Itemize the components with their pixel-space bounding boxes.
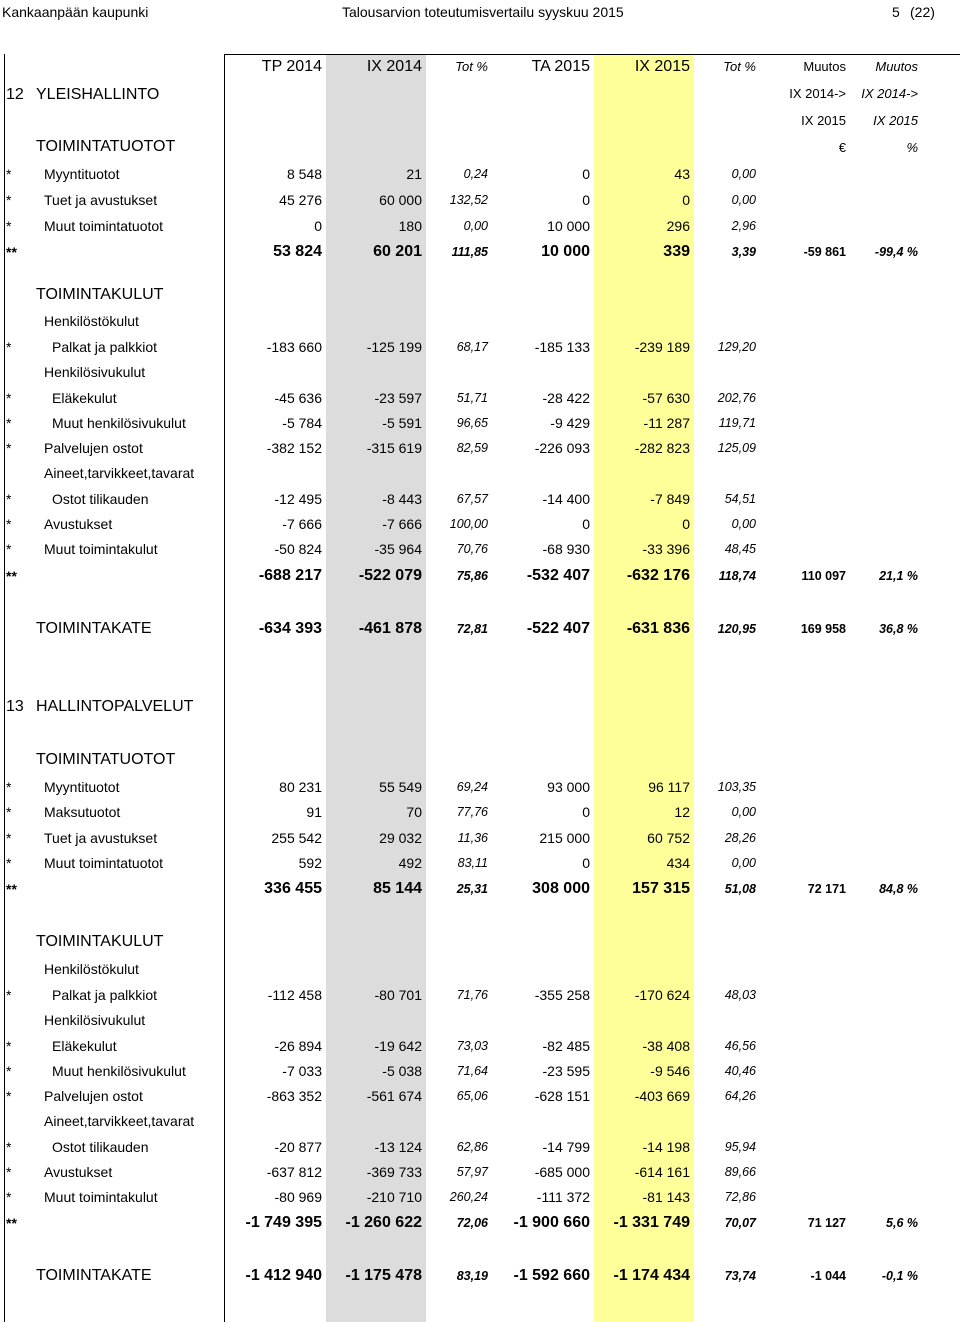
- cell-ta2015: -1 592 660: [513, 1267, 590, 1284]
- row-marker: *: [6, 1063, 12, 1079]
- cell-tot1: 82,59: [456, 441, 488, 455]
- row-label: Muut toimintatuotot: [44, 218, 164, 234]
- row-marker: *: [6, 218, 12, 234]
- cell-tp2014: 80 231: [279, 779, 322, 795]
- row-marker: *: [6, 192, 12, 208]
- row-marker: *: [6, 339, 12, 355]
- row-label: Muut toimintakulut: [44, 1189, 158, 1205]
- row-label: Ostot tilikauden: [52, 491, 149, 507]
- cell-tot1: 73,03: [456, 1039, 488, 1053]
- cell-ix2014: -80 701: [374, 987, 422, 1003]
- cell-tp2014: -80 969: [274, 1189, 322, 1205]
- cell-muutos-pct: 84,8 %: [879, 882, 918, 896]
- row-label: Palkat ja palkkiot: [52, 339, 158, 355]
- cell-muutos-pct: -0,1 %: [881, 1269, 918, 1283]
- cell-tp2014: -637 812: [266, 1164, 322, 1180]
- cell-ix2014: 492: [398, 855, 422, 871]
- cell-ix2015: 96 117: [648, 779, 690, 795]
- cell-tp2014: -112 458: [267, 987, 322, 1003]
- cell-tp2014: 336 455: [264, 880, 322, 897]
- cell-ta2015: -23 595: [542, 1063, 590, 1079]
- table-row: [0, 1085, 960, 1107]
- row-marker: *: [6, 1038, 12, 1054]
- table-row: [0, 462, 960, 484]
- cell-muutos-pct: 5,6 %: [886, 1216, 918, 1230]
- cell-ix2015: -170 624: [634, 987, 690, 1003]
- cell-tot1: 72,81: [456, 622, 488, 636]
- cell-ix2015: 434: [666, 855, 690, 871]
- cell-tot2: 0,00: [731, 856, 756, 870]
- cell-ix2014: 60 201: [373, 243, 422, 260]
- cell-muutos-eur: 72 171: [807, 882, 846, 896]
- cell-tot1: 96,65: [456, 416, 488, 430]
- cell-ix2015: -38 408: [642, 1038, 690, 1054]
- cell-ta2015: -226 093: [534, 440, 590, 456]
- col-header-muutos-pct-unit: %: [906, 140, 918, 155]
- row-marker: *: [6, 390, 12, 406]
- cell-tot2: 46,56: [724, 1039, 756, 1053]
- row-marker: *: [6, 804, 12, 820]
- table-row: [0, 310, 960, 332]
- cell-tot2: 72,86: [724, 1190, 756, 1204]
- col-header-tot1: Tot %: [455, 59, 488, 74]
- cell-tot1: 111,85: [451, 245, 488, 259]
- cell-tot1: 132,52: [449, 193, 488, 207]
- row-marker: *: [6, 1164, 12, 1180]
- row-marker: **: [6, 881, 17, 897]
- cell-ix2014: 55 549: [379, 779, 422, 795]
- cell-ix2015: 0: [682, 516, 690, 532]
- cell-muutos-pct: 36,8 %: [879, 622, 918, 636]
- cell-ta2015: -685 000: [534, 1164, 590, 1180]
- cell-tot2: 48,03: [724, 988, 756, 1002]
- row-label: Henkilösivukulut: [44, 1012, 146, 1028]
- cell-ix2014: -7 666: [382, 516, 422, 532]
- col-header-muutos-pct-line3: IX 2015: [873, 113, 918, 128]
- row-label: Muut henkilösivukulut: [52, 415, 186, 431]
- table-row: [0, 984, 960, 1006]
- table-row: [0, 565, 960, 587]
- table-row: [0, 618, 960, 640]
- cell-muutos-pct: 21,1 %: [879, 569, 918, 583]
- cell-ix2014: -1 175 478: [345, 1267, 422, 1284]
- row-marker: *: [6, 855, 12, 871]
- cell-ix2015: -81 143: [642, 1189, 690, 1205]
- cell-ta2015: 308 000: [532, 880, 590, 897]
- cell-tp2014: -863 352: [266, 1088, 322, 1104]
- cell-ta2015: -185 133: [534, 339, 590, 355]
- col-header-muutos-eur-line2: IX 2014->: [789, 86, 846, 101]
- cell-ta2015: -9 429: [550, 415, 590, 431]
- cell-tot1: 83,19: [456, 1269, 488, 1283]
- cell-tot2: 40,46: [724, 1064, 756, 1078]
- cell-tp2014: -688 217: [258, 567, 322, 584]
- cell-ta2015: -628 151: [534, 1088, 590, 1104]
- row-marker: *: [6, 1139, 12, 1155]
- row-label: HALLINTOPALVELUT: [36, 698, 194, 715]
- cell-tot1: 62,86: [456, 1140, 488, 1154]
- row-label: Aineet,tarvikkeet,tavarat: [44, 465, 195, 481]
- table-row: [0, 852, 960, 874]
- col-header-muutos-eur-unit: €: [838, 140, 846, 155]
- row-label: Myyntituotot: [44, 779, 120, 795]
- row-label: Palkat ja palkkiot: [52, 987, 158, 1003]
- cell-ta2015: 215 000: [539, 830, 590, 846]
- row-label: Muut henkilösivukulut: [52, 1063, 186, 1079]
- row-label: TOIMINTAKULUT: [36, 286, 164, 303]
- cell-ta2015: -532 407: [526, 567, 590, 584]
- cell-tp2014: 91: [306, 804, 322, 820]
- cell-tot1: 77,76: [456, 805, 488, 819]
- cell-tot2: 89,66: [724, 1165, 756, 1179]
- cell-ix2014: -5 038: [382, 1063, 422, 1079]
- table-row: [0, 1136, 960, 1158]
- row-marker: *: [6, 415, 12, 431]
- city-name: Kankaanpään kaupunki: [2, 4, 149, 20]
- row-marker: *: [6, 491, 12, 507]
- cell-ix2015: -239 189: [634, 339, 690, 355]
- table-row: [0, 696, 960, 718]
- cell-tp2014: -26 894: [274, 1038, 322, 1054]
- cell-ix2014: -125 199: [366, 339, 422, 355]
- table-row: [0, 387, 960, 409]
- cell-ta2015: -14 400: [542, 491, 590, 507]
- cell-muutos-pct: -99,4 %: [874, 245, 918, 259]
- cell-tot1: 70,76: [456, 542, 488, 556]
- cell-tp2014: 592: [298, 855, 322, 871]
- table-row: [0, 136, 960, 158]
- table-row: [0, 878, 960, 900]
- cell-tp2014: -20 877: [274, 1139, 322, 1155]
- report-title: Talousarvion toteutumisvertailu syyskuu 2015: [342, 4, 624, 20]
- cell-tot1: 71,76: [456, 988, 488, 1002]
- cell-ix2014: -23 597: [374, 390, 422, 406]
- cell-ix2015: -1 174 434: [613, 1267, 690, 1284]
- cell-tot1: 75,86: [456, 569, 488, 583]
- cell-tp2014: -50 824: [274, 541, 322, 557]
- cell-tot2: 48,45: [724, 542, 756, 556]
- row-marker: 13: [6, 698, 24, 715]
- cell-ix2014: 85 144: [373, 880, 422, 897]
- row-label: Palvelujen ostot: [44, 440, 143, 456]
- cell-ix2015: -631 836: [626, 620, 690, 637]
- header-top-rule: [224, 54, 960, 55]
- cell-ix2014: -522 079: [358, 567, 422, 584]
- cell-tot1: 71,64: [456, 1064, 488, 1078]
- cell-ix2014: -315 619: [366, 440, 422, 456]
- row-label: Tuet ja avustukset: [44, 192, 158, 208]
- cell-ix2015: -403 669: [634, 1088, 690, 1104]
- row-marker: *: [6, 541, 12, 557]
- cell-ix2014: -561 674: [366, 1088, 422, 1104]
- cell-ix2014: 180: [398, 218, 422, 234]
- cell-ix2014: -461 878: [358, 620, 422, 637]
- cell-tp2014: -1 412 940: [245, 1267, 322, 1284]
- table-row: [0, 1060, 960, 1082]
- cell-muutos-eur: -59 861: [803, 245, 846, 259]
- cell-tp2014: 53 824: [273, 243, 322, 260]
- cell-tp2014: 45 276: [279, 192, 322, 208]
- cell-tot1: 25,31: [456, 882, 488, 896]
- cell-ix2014: 60 000: [379, 192, 422, 208]
- col-header-ta2015: TA 2015: [531, 58, 590, 75]
- table-row: [0, 958, 960, 980]
- cell-muutos-eur: 71 127: [807, 1216, 846, 1230]
- cell-tot2: 64,26: [724, 1089, 756, 1103]
- table-row: [0, 1161, 960, 1183]
- cell-muutos-eur: 110 097: [801, 569, 846, 583]
- cell-ta2015: 0: [582, 804, 590, 820]
- cell-tp2014: -382 152: [266, 440, 322, 456]
- cell-tp2014: -634 393: [258, 620, 322, 637]
- cell-ta2015: -82 485: [542, 1038, 590, 1054]
- row-marker: *: [6, 987, 12, 1003]
- cell-ta2015: 0: [582, 192, 590, 208]
- table-row: [0, 241, 960, 263]
- cell-tot1: 69,24: [456, 780, 488, 794]
- cell-ix2015: -282 823: [634, 440, 690, 456]
- cell-ix2015: 296: [666, 218, 690, 234]
- row-label: Henkilösivukulut: [44, 364, 146, 380]
- row-label: TOIMINTAKULUT: [36, 933, 164, 950]
- row-label: Eläkekulut: [52, 1038, 117, 1054]
- cell-ix2014: -369 733: [366, 1164, 422, 1180]
- cell-ix2015: -14 198: [642, 1139, 690, 1155]
- cell-tp2014: -183 660: [266, 339, 322, 355]
- cell-tot2: 103,35: [717, 780, 756, 794]
- cell-tot2: 0,00: [731, 805, 756, 819]
- row-marker: *: [6, 516, 12, 532]
- row-label: TOIMINTAKATE: [36, 1267, 152, 1284]
- cell-ix2014: -35 964: [374, 541, 422, 557]
- cell-tot1: 67,57: [456, 492, 488, 506]
- cell-ix2015: -7 849: [650, 491, 690, 507]
- cell-ta2015: -355 258: [534, 987, 590, 1003]
- cell-ix2014: -210 710: [366, 1189, 422, 1205]
- col-header-muutos-eur: Muutos: [803, 59, 846, 74]
- row-label: Avustukset: [44, 1164, 113, 1180]
- cell-ix2014: -19 642: [374, 1038, 422, 1054]
- row-marker: *: [6, 779, 12, 795]
- cell-tot2: 73,74: [724, 1269, 756, 1283]
- row-marker: *: [6, 830, 12, 846]
- cell-tot2: 95,94: [724, 1140, 756, 1154]
- cell-tot1: 0,24: [463, 167, 488, 181]
- row-label: Muut toimintakulut: [44, 541, 158, 557]
- cell-ix2014: -5 591: [382, 415, 422, 431]
- table-row: [0, 749, 960, 771]
- cell-ta2015: 93 000: [547, 779, 590, 795]
- cell-ix2015: -57 630: [642, 390, 690, 406]
- table-row: [0, 1035, 960, 1057]
- cell-tp2014: -12 495: [274, 491, 322, 507]
- row-label: TOIMINTATUOTOT: [36, 138, 176, 155]
- cell-tp2014: -5 784: [282, 415, 322, 431]
- table-row: [0, 538, 960, 560]
- cell-ta2015: -1 900 660: [513, 1214, 590, 1231]
- table-row: [0, 488, 960, 510]
- cell-ta2015: -68 930: [542, 541, 590, 557]
- row-label: Aineet,tarvikkeet,tavarat: [44, 1113, 195, 1129]
- table-row: [0, 827, 960, 849]
- table-row: [0, 1186, 960, 1208]
- cell-ix2014: -1 260 622: [345, 1214, 422, 1231]
- cell-tot1: 51,71: [456, 391, 488, 405]
- col-header-tp2014: TP 2014: [261, 58, 322, 75]
- col-header-muutos-eur-line3: IX 2015: [801, 113, 846, 128]
- cell-tp2014: 255 542: [271, 830, 322, 846]
- row-label: Tuet ja avustukset: [44, 830, 158, 846]
- row-label: Henkilöstökulut: [44, 313, 139, 329]
- cell-tot1: 11,36: [457, 831, 488, 845]
- cell-tot1: 72,06: [456, 1216, 488, 1230]
- cell-tot2: 2,96: [731, 219, 756, 233]
- cell-ix2014: -13 124: [374, 1139, 422, 1155]
- cell-ix2015: 157 315: [632, 880, 690, 897]
- row-marker: *: [6, 440, 12, 456]
- row-marker: **: [6, 244, 17, 260]
- row-label: Palvelujen ostot: [44, 1088, 143, 1104]
- row-marker: **: [6, 568, 17, 584]
- cell-ta2015: 10 000: [547, 218, 590, 234]
- cell-ta2015: -522 407: [526, 620, 590, 637]
- cell-tp2014: -45 636: [274, 390, 322, 406]
- cell-ix2014: 21: [406, 166, 422, 182]
- cell-ta2015: 0: [582, 166, 590, 182]
- table-row: [0, 513, 960, 535]
- cell-tot2: 3,39: [731, 245, 756, 259]
- cell-ix2015: -11 287: [643, 415, 690, 431]
- table-row: [0, 189, 960, 211]
- col-header-muutos-pct: Muutos: [875, 59, 918, 74]
- page-number: 5: [892, 4, 900, 20]
- table-row: [0, 412, 960, 434]
- page-total: (22): [910, 4, 935, 20]
- cell-tp2014: -7 666: [282, 516, 322, 532]
- cell-tot2: 51,08: [724, 882, 756, 896]
- table-row: [0, 336, 960, 358]
- table-row: [0, 1265, 960, 1287]
- cell-tot2: 125,09: [717, 441, 756, 455]
- row-label: YLEISHALLINTO: [36, 86, 160, 103]
- cell-tot2: 118,74: [718, 569, 756, 583]
- cell-tot1: 260,24: [449, 1190, 488, 1204]
- cell-ix2015: -632 176: [626, 567, 690, 584]
- cell-ix2014: 29 032: [379, 830, 422, 846]
- cell-muutos-eur: -1 044: [810, 1269, 846, 1283]
- table-row: [0, 84, 960, 106]
- cell-ix2015: 0: [682, 192, 690, 208]
- cell-ix2015: 12: [674, 804, 690, 820]
- cell-ix2014: -8 443: [382, 491, 422, 507]
- cell-ta2015: -28 422: [542, 390, 590, 406]
- cell-tp2014: 0: [314, 218, 322, 234]
- cell-tot2: 129,20: [717, 340, 756, 354]
- cell-tot2: 120,95: [717, 622, 756, 636]
- row-label: Maksutuotot: [44, 804, 121, 820]
- cell-muutos-eur: 169 958: [800, 622, 846, 636]
- cell-ix2015: -1 331 749: [613, 1214, 690, 1231]
- cell-ta2015: -14 799: [542, 1139, 590, 1155]
- cell-ix2015: -33 396: [642, 541, 690, 557]
- cell-tp2014: 8 548: [286, 166, 322, 182]
- cell-ix2014: 70: [406, 804, 422, 820]
- cell-tot1: 100,00: [449, 517, 488, 531]
- cell-ix2015: 339: [663, 243, 690, 260]
- row-marker: *: [6, 1189, 12, 1205]
- cell-tot1: 83,11: [457, 856, 488, 870]
- table-row: [0, 1212, 960, 1234]
- cell-ix2015: -614 161: [634, 1164, 690, 1180]
- cell-tp2014: -1 749 395: [245, 1214, 322, 1231]
- row-label: Eläkekulut: [52, 390, 117, 406]
- cell-ix2015: 60 752: [647, 830, 690, 846]
- col-header-muutos-pct-line2: IX 2014->: [861, 86, 918, 101]
- cell-ta2015: 10 000: [541, 243, 590, 260]
- row-label: Muut toimintatuotot: [44, 855, 164, 871]
- cell-tot1: 57,97: [456, 1165, 488, 1179]
- table-row: [0, 215, 960, 237]
- row-label: Myyntituotot: [44, 166, 120, 182]
- cell-tot2: 0,00: [731, 167, 756, 181]
- row-marker: 12: [6, 86, 24, 103]
- row-marker: **: [6, 1215, 17, 1231]
- col-header-ix2014: IX 2014: [366, 58, 422, 75]
- row-label: Ostot tilikauden: [52, 1139, 149, 1155]
- row-label: TOIMINTATUOTOT: [36, 751, 176, 768]
- col-header-ix2015: IX 2015: [634, 58, 690, 75]
- cell-tot1: 65,06: [456, 1089, 488, 1103]
- table-row: [0, 1009, 960, 1031]
- cell-ta2015: -111 372: [536, 1189, 590, 1205]
- cell-tot2: 119,71: [718, 416, 756, 430]
- cell-ta2015: 0: [582, 855, 590, 871]
- cell-tot1: 0,00: [463, 219, 488, 233]
- row-marker: *: [6, 166, 12, 182]
- cell-tot2: 0,00: [731, 517, 756, 531]
- table-row: [0, 931, 960, 953]
- cell-tot2: 54,51: [724, 492, 756, 506]
- col-header-tot2: Tot %: [723, 59, 756, 74]
- table-row: [0, 163, 960, 185]
- cell-tot2: 70,07: [724, 1216, 756, 1230]
- table-row: [0, 284, 960, 306]
- cell-ta2015: 0: [582, 516, 590, 532]
- cell-tot2: 202,76: [717, 391, 756, 405]
- cell-tot2: 28,26: [724, 831, 756, 845]
- table-row: [0, 776, 960, 798]
- cell-tot1: 68,17: [456, 340, 488, 354]
- cell-tot2: 0,00: [731, 193, 756, 207]
- row-label: Avustukset: [44, 516, 113, 532]
- row-label: TOIMINTAKATE: [36, 620, 152, 637]
- row-label: Henkilöstökulut: [44, 961, 139, 977]
- table-row: [0, 801, 960, 823]
- table-row: [0, 437, 960, 459]
- cell-ix2015: -9 546: [650, 1063, 690, 1079]
- table-row: [0, 361, 960, 383]
- table-row: [0, 1110, 960, 1132]
- cell-tp2014: -7 033: [282, 1063, 322, 1079]
- cell-ix2015: 43: [674, 166, 690, 182]
- row-marker: *: [6, 1088, 12, 1104]
